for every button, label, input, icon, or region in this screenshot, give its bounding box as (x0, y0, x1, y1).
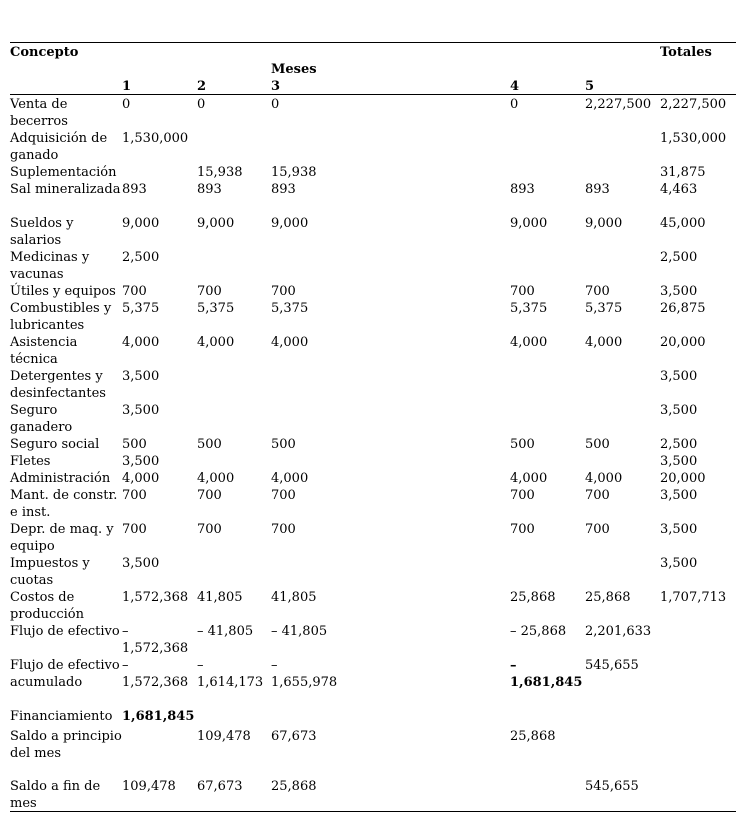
row-m2-value: 109,478 (197, 729, 251, 744)
row-m2-value: 9,000 (197, 216, 235, 231)
row-total-value: 2,500 (660, 437, 698, 452)
row-concept: Asistencia técnica (10, 335, 78, 367)
row-m4-value: 0 (510, 97, 519, 112)
row-m2-value: 700 (197, 284, 222, 299)
row-m4-value: 4,000 (510, 471, 548, 486)
row-m5-value: 4,000 (585, 471, 623, 486)
row-m4-value: – 1,681,845 (510, 658, 583, 690)
row-total-value: 26,875 (660, 301, 706, 316)
row-total-value: 2,227,500 (660, 97, 727, 112)
header-month-3: 3 (271, 79, 281, 94)
header-bottom-rule (10, 94, 736, 95)
row-concept: Medicinas y vacunas (10, 250, 90, 282)
row-m1-value: 893 (122, 182, 147, 197)
row-m2-value: 700 (197, 522, 222, 537)
row-m5-value: 700 (585, 522, 610, 537)
row-m2-value: 4,000 (197, 335, 235, 350)
row-total-value: 4,463 (660, 182, 698, 197)
row-total-value: 3,500 (660, 403, 698, 418)
row-m2-value: 500 (197, 437, 222, 452)
row-concept: Seguro ganadero (10, 403, 73, 435)
row-m3-value: – 1,655,978 (271, 658, 338, 690)
row-m2-value: 893 (197, 182, 222, 197)
row-m1-value: 9,000 (122, 216, 160, 231)
row-concept: Saldo a fin de mes (10, 779, 101, 811)
row-concept: Sal mineralizada (10, 182, 121, 197)
row-m2-value: 0 (197, 97, 206, 112)
row-m1-value: 109,478 (122, 779, 176, 794)
row-m5-value: 893 (585, 182, 610, 197)
header-meses: Meses (271, 62, 317, 77)
row-m3-value: 41,805 (271, 590, 317, 605)
row-concept: Fletes (10, 454, 51, 469)
row-concept: Detergentes y desinfectantes (10, 369, 106, 401)
row-m1-value: 3,500 (122, 369, 160, 384)
row-m3-value: 15,938 (271, 165, 317, 180)
row-concept: Suplementación (10, 165, 117, 180)
header-month-2: 2 (197, 79, 207, 94)
row-m3-value: 500 (271, 437, 296, 452)
row-m4-value: 9,000 (510, 216, 548, 231)
row-m1-value: 2,500 (122, 250, 160, 265)
row-m4-value: 700 (510, 488, 535, 503)
header-totales: Totales (660, 45, 712, 60)
row-m1-value: 4,000 (122, 335, 160, 350)
row-m5-value: 700 (585, 488, 610, 503)
row-m5-value: 700 (585, 284, 610, 299)
row-m3-value: 893 (271, 182, 296, 197)
row-total-value: 31,875 (660, 165, 706, 180)
row-m4-value: 700 (510, 522, 535, 537)
row-concept: Administración (10, 471, 111, 486)
row-m5-value: 5,375 (585, 301, 623, 316)
row-m1-value: 1,572,368 (122, 590, 189, 605)
row-m3-value: 0 (271, 97, 280, 112)
row-m2-value: 700 (197, 488, 222, 503)
row-concept: Impuestos y cuotas (10, 556, 90, 588)
row-m2-value: – 41,805 (197, 624, 254, 639)
header-concepto: Concepto (10, 45, 79, 60)
row-concept: Combustibles y lubricantes (10, 301, 112, 333)
row-m5-value: 2,201,633 (585, 624, 652, 639)
row-concept: Seguro social (10, 437, 100, 452)
row-m4-value: 5,375 (510, 301, 548, 316)
row-m1-value: 0 (122, 97, 131, 112)
row-m4-value: 25,868 (510, 590, 556, 605)
row-total-value: 20,000 (660, 471, 706, 486)
row-m2-value: 67,673 (197, 779, 243, 794)
row-m5-value: 500 (585, 437, 610, 452)
row-m3-value: 9,000 (271, 216, 309, 231)
row-m1-value: 1,530,000 (122, 131, 189, 146)
row-m3-value: – 41,805 (271, 624, 328, 639)
row-total-value: 3,500 (660, 488, 698, 503)
row-concept: Costos de producción (10, 590, 84, 622)
row-m3-value: 4,000 (271, 471, 309, 486)
row-concept: Adquisición de ganado (10, 131, 108, 163)
row-m3-value: 700 (271, 488, 296, 503)
row-m5-value: 9,000 (585, 216, 623, 231)
row-total-value: 20,000 (660, 335, 706, 350)
row-total-value: 3,500 (660, 284, 698, 299)
row-m3-value: 700 (271, 284, 296, 299)
row-concept: Venta de becerros (10, 97, 68, 129)
row-m1-value: 4,000 (122, 471, 160, 486)
row-m1-value: 1,681,845 (122, 709, 195, 724)
row-m5-value: 545,655 (585, 779, 639, 794)
row-m1-value: – 1,572,368 (122, 624, 189, 656)
row-m3-value: 4,000 (271, 335, 309, 350)
row-m5-value: 4,000 (585, 335, 623, 350)
row-concept: Útiles y equipos (10, 284, 116, 299)
row-m3-value: 700 (271, 522, 296, 537)
row-m5-value: 545,655 (585, 658, 639, 673)
row-m1-value: 3,500 (122, 454, 160, 469)
row-total-value: 3,500 (660, 454, 698, 469)
row-m1-value: 3,500 (122, 403, 160, 418)
row-m4-value: 893 (510, 182, 535, 197)
row-m4-value: 700 (510, 284, 535, 299)
row-m1-value: 700 (122, 522, 147, 537)
row-m5-value: 2,227,500 (585, 97, 652, 112)
row-total-value: 45,000 (660, 216, 706, 231)
row-m2-value: 4,000 (197, 471, 235, 486)
row-m3-value: 5,375 (271, 301, 309, 316)
table-bottom-rule (10, 811, 736, 812)
row-m4-value: 4,000 (510, 335, 548, 350)
header-month-1: 1 (122, 79, 132, 94)
row-m3-value: 67,673 (271, 729, 317, 744)
row-m1-value: 3,500 (122, 556, 160, 571)
row-m1-value: – 1,572,368 (122, 658, 189, 690)
header-month-4: 4 (510, 79, 520, 94)
row-m4-value: 25,868 (510, 729, 556, 744)
row-concept: Mant. de constr. e inst. (10, 488, 118, 520)
row-total-value: 1,530,000 (660, 131, 727, 146)
row-concept: Depr. de maq. y equipo (10, 522, 114, 554)
row-m4-value: – 25,868 (510, 624, 567, 639)
row-m4-value: 500 (510, 437, 535, 452)
row-total-value: 3,500 (660, 556, 698, 571)
row-concept: Sueldos y salarios (10, 216, 74, 248)
header-month-5: 5 (585, 79, 595, 94)
row-m1-value: 5,375 (122, 301, 160, 316)
row-m2-value: 41,805 (197, 590, 243, 605)
row-concept: Flujo de efectivo (10, 624, 120, 639)
row-m1-value: 700 (122, 488, 147, 503)
row-m2-value: – 1,614,173 (197, 658, 264, 690)
row-m1-value: 700 (122, 284, 147, 299)
row-concept: Saldo a principio del mes (10, 729, 122, 761)
row-m1-value: 500 (122, 437, 147, 452)
row-m5-value: 25,868 (585, 590, 631, 605)
row-concept: Financiamiento (10, 709, 113, 724)
row-concept: Flujo de efectivo acumulado (10, 658, 120, 690)
row-m3-value: 25,868 (271, 779, 317, 794)
row-total-value: 1,707,713 (660, 590, 727, 605)
row-m2-value: 5,375 (197, 301, 235, 316)
row-m2-value: 15,938 (197, 165, 243, 180)
row-total-value: 2,500 (660, 250, 698, 265)
row-total-value: 3,500 (660, 522, 698, 537)
table-top-rule (10, 42, 736, 43)
row-total-value: 3,500 (660, 369, 698, 384)
